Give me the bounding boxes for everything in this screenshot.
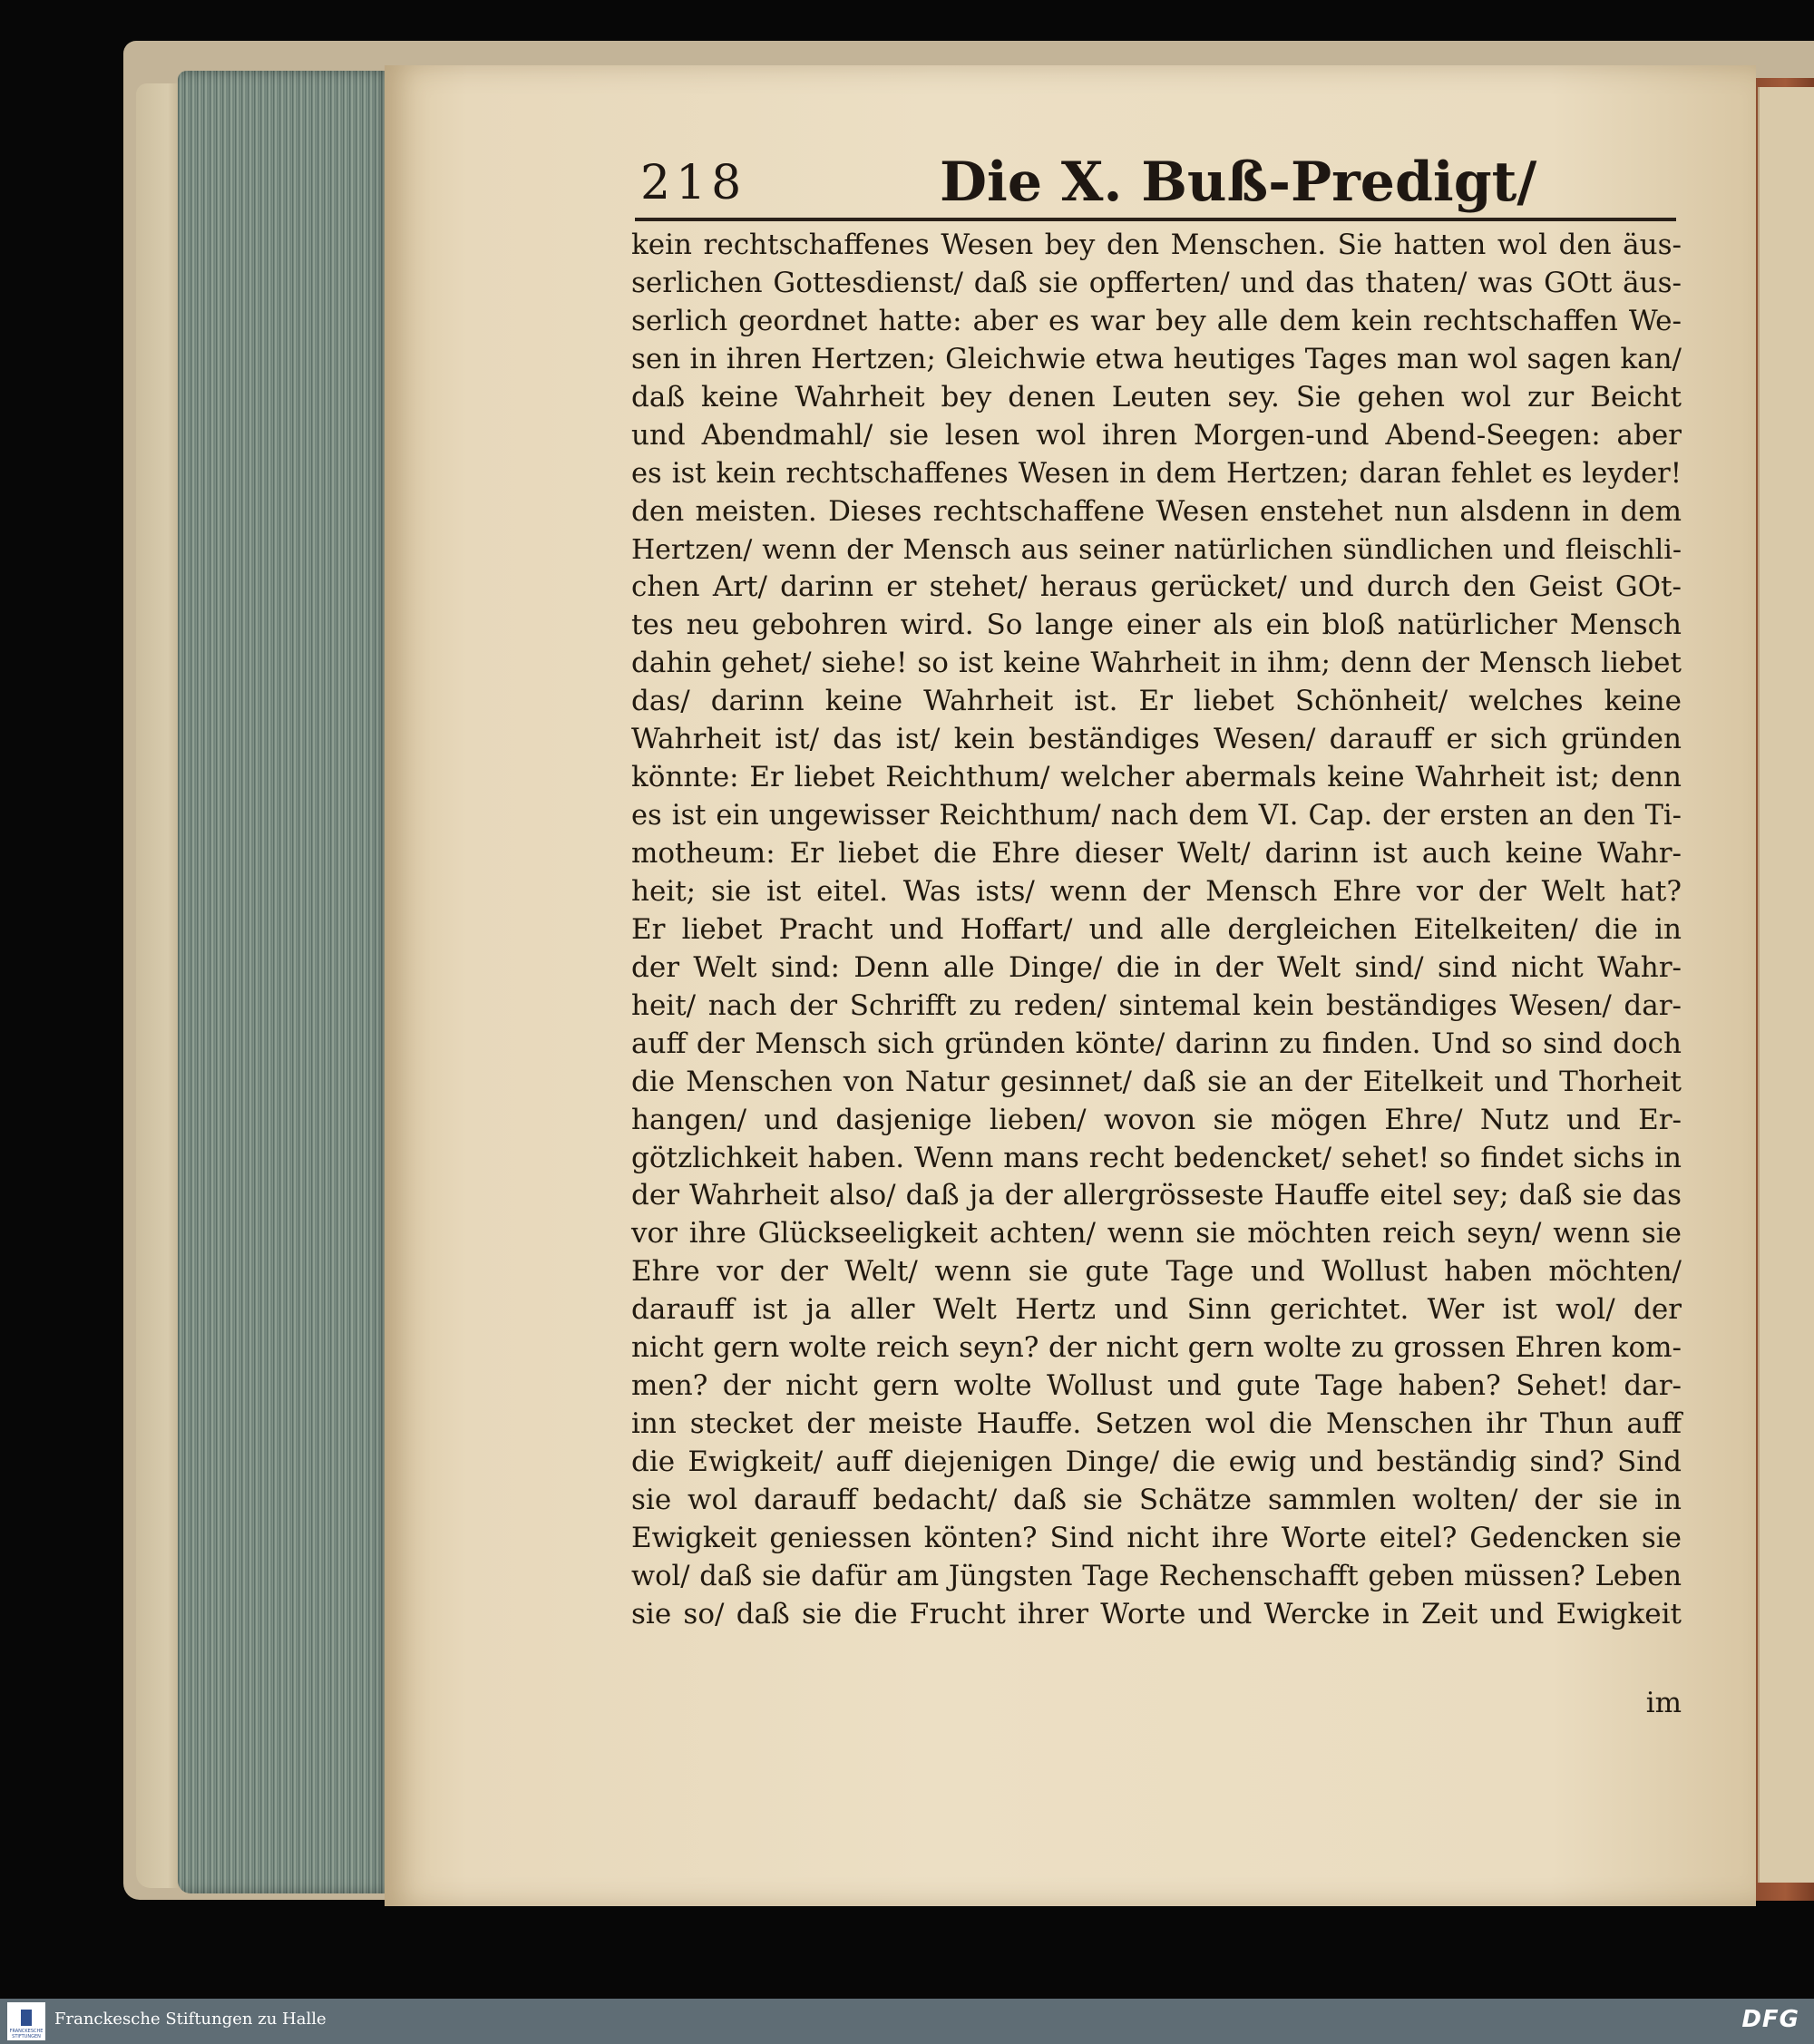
text-line: inn stecket der meiste Hauffe. Setzen wol die Menschen ihr Thun auff bbox=[631, 1407, 1682, 1441]
text-line: men? der nicht gern wolte Wollust und gute Tage haben? Sehet! dar- bbox=[631, 1369, 1682, 1403]
text-line: es ist ein ungewisser Reichthum/ nach dem VI. Cap. der ersten an den Ti- bbox=[631, 800, 1682, 832]
running-header-title: Die X. Buß-Predigt/ bbox=[940, 151, 1537, 214]
text-line: Ehre vor der Welt/ wenn sie gute Tage und Wollust haben möchten/ bbox=[631, 1255, 1682, 1289]
text-line: es ist kein rechtschaffenes Wesen in dem Hertzen; daran fehlet es leyder! bbox=[631, 457, 1682, 490]
text-line: Ewigkeit geniessen könten? Sind nicht ihre Worte eitel? Gedencken sie bbox=[631, 1521, 1682, 1554]
text-line: kein rechtschaffenes Wesen bey den Menschen. Sie hatten wol den äus- bbox=[631, 229, 1682, 261]
text-line: sie so/ daß sie die Frucht ihrer Worte und Wercke in Zeit und Ewigkeit bbox=[631, 1597, 1682, 1630]
text-line: Er liebet Pracht und Hoffart/ und alle dergleichen Eitelkeiten/ die in bbox=[631, 912, 1682, 946]
text-line: hangen/ und dasjenige lieben/ wovon sie mögen Ehre/ Nutz und Er- bbox=[631, 1103, 1682, 1136]
text-line: serlichen Gottesdienst/ daß sie opfferten/ und das thaten/ was GOtt äus- bbox=[631, 266, 1682, 299]
text-line: motheum: Er liebet die Ehre dieser Welt/ darinn ist auch keine Wahr- bbox=[631, 837, 1682, 870]
text-line: der Welt sind: Denn alle Dinge/ die in der Welt sind/ sind nicht Wahr- bbox=[631, 950, 1682, 984]
text-line: könnte: Er liebet Reichthum/ welcher abermals keine Wahrheit ist; denn bbox=[631, 761, 1682, 794]
logo-lettering: FRANCKESCHE STIFTUNGEN bbox=[9, 2029, 44, 2039]
text-line: die Ewigkeit/ auff diejenigen Dinge/ die ewig und beständig sind? Sind bbox=[631, 1445, 1682, 1478]
text-line: auff der Mensch sich gründen könte/ darinn zu finden. Und so sind doch bbox=[631, 1027, 1682, 1060]
text-line: wol/ daß sie dafür am Jüngsten Tage Rechenschafft geben müssen? Leben bbox=[631, 1560, 1682, 1592]
text-line: dahin gehet/ siehe! so ist keine Wahrheit in ihm; denn der Mensch liebet bbox=[631, 647, 1682, 680]
text-line: heit/ nach der Schrifft zu reden/ sintemal kein beständiges Wesen/ dar- bbox=[631, 988, 1682, 1022]
text-line: der Wahrheit also/ daß ja der allergrösseste Hauffe eitel sey; daß sie das bbox=[631, 1179, 1682, 1212]
text-line: sie wol darauff bedacht/ daß sie Schätze sammlen wolten/ der sie in bbox=[631, 1483, 1682, 1516]
text-line: sen in ihren Hertzen; Gleichwie etwa heutiges Tages man wol sagen kan/ bbox=[631, 342, 1682, 375]
text-line: und Abendmahl/ sie lesen wol ihren Morgen-und Abend-Seegen: aber bbox=[631, 418, 1682, 452]
facing-page-edge bbox=[1758, 87, 1814, 1883]
text-line: tes neu gebohren wird. So lange einer als ein bloß natürlicher Mensch bbox=[631, 608, 1682, 642]
building-icon bbox=[21, 2010, 32, 2026]
institution-logo bbox=[7, 2002, 45, 2040]
text-line: darauff ist ja aller Welt Hertz und Sinn gerichtet. Wer ist wol/ der bbox=[631, 1293, 1682, 1327]
text-line: das/ darinn keine Wahrheit ist. Er liebet Schönheit/ welches keine bbox=[631, 685, 1682, 718]
text-line: Hertzen/ wenn der Mensch aus seiner natürlichen sündlichen und fleischli- bbox=[631, 533, 1682, 566]
text-line: götzlichkeit haben. Wenn mans recht bedencket/ sehet! so findet sichs in bbox=[631, 1141, 1682, 1174]
text-line: vor ihre Glückseeligkeit achten/ wenn sie möchten reich seyn/ wenn sie bbox=[631, 1217, 1682, 1251]
body-text bbox=[631, 227, 1682, 1634]
text-line: Wahrheit ist/ das ist/ kein beständiges Wesen/ darauff er sich gründen bbox=[631, 723, 1682, 756]
text-line: serlich geordnet hatte: aber es war bey alle dem kein rechtschaffen We- bbox=[631, 304, 1682, 337]
dfg-logo[interactable]: DFG bbox=[1741, 2006, 1799, 2033]
text-line: die Menschen von Natur gesinnet/ daß sie an der Eitelkeit und Thorheit bbox=[631, 1065, 1682, 1098]
text-line: den meisten. Dieses rechtschaffene Wesen enstehet nun alsdenn in dem bbox=[631, 494, 1682, 528]
page-number: 218 bbox=[640, 156, 747, 210]
text-line: nicht gern wolte reich seyn? der nicht gern wolte zu grossen Ehren kom- bbox=[631, 1331, 1682, 1365]
viewer-footer-bar bbox=[0, 1999, 1814, 2044]
institution-name[interactable]: Franckesche Stiftungen zu Halle bbox=[54, 2010, 327, 2029]
text-line: chen Art/ darinn er stehet/ heraus gerücket/ und durch den Geist GOt- bbox=[631, 570, 1682, 604]
page-block-edges bbox=[178, 71, 392, 1893]
catchword: im bbox=[1645, 1687, 1682, 1719]
header-rule bbox=[635, 218, 1676, 221]
text-line: daß keine Wahrheit bey denen Leuten sey. Sie gehen wol zur Beicht bbox=[631, 380, 1682, 414]
text-line: heit; sie ist eitel. Was ists/ wenn der Mensch Ehre vor der Welt hat? bbox=[631, 874, 1682, 908]
